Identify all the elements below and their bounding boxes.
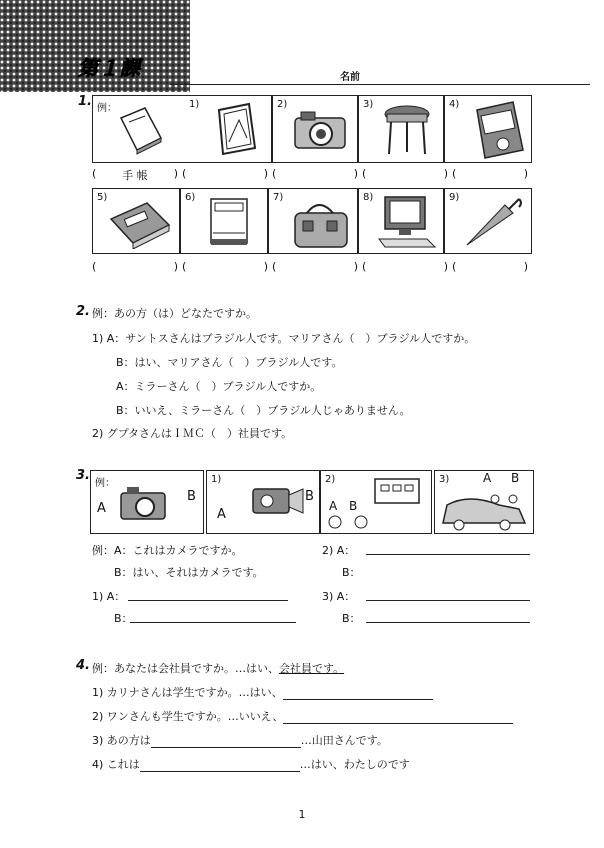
- answer-bracket-example: ( 手 帳 ): [92, 167, 178, 182]
- s4-q4-blank[interactable]: [140, 759, 300, 772]
- scene-box-2: [320, 470, 432, 534]
- notebook-icon: [115, 104, 165, 156]
- s4-q1-text: 1) カリナさんは学生ですか。…はい、: [92, 686, 283, 699]
- scene-example-a: A: [97, 501, 106, 516]
- scene-2-a: A: [329, 499, 338, 513]
- scene-example-b: B: [187, 489, 196, 504]
- item-6-label: 6): [185, 192, 196, 203]
- vocab-box-5: [92, 188, 180, 254]
- answer-bracket-1[interactable]: ( ): [182, 167, 268, 180]
- scene-2-b: B: [349, 499, 358, 513]
- item-5-label: 5): [97, 192, 108, 203]
- vocab-box-7: [268, 188, 358, 254]
- scene-box-example: [90, 470, 204, 534]
- answer-bracket-4[interactable]: ( ): [452, 167, 528, 180]
- s3-q1-b-blank[interactable]: [130, 610, 300, 623]
- s4-example-question: 例：あなたは会社員ですか。…はい、: [92, 662, 279, 675]
- scene-1-label: 1): [211, 474, 222, 485]
- camera-icon: [115, 479, 175, 525]
- vocab-box-6: [180, 188, 268, 254]
- example-label: 例：: [97, 103, 117, 114]
- car-icon: [439, 487, 529, 531]
- header-rule: [170, 84, 590, 85]
- section-2-line-3: A：ミラーさん（ ）ブラジル人ですか。: [116, 380, 322, 393]
- answer-bracket-2[interactable]: ( ): [272, 167, 358, 180]
- chair-icon: [379, 102, 435, 158]
- item-9-label: 9): [449, 192, 460, 203]
- answer-row-2: [92, 260, 532, 273]
- section-4-number: 4.: [76, 658, 90, 673]
- s4-q1-blank[interactable]: [283, 687, 433, 700]
- section-3-number: 3.: [76, 468, 90, 483]
- s4-q3-answer: …山田さんです。: [300, 734, 388, 747]
- answer-bracket-8[interactable]: ( ): [362, 260, 448, 273]
- s4-q1: [92, 684, 433, 700]
- camera-icon: [291, 106, 351, 154]
- dictionary-icon: [107, 199, 173, 249]
- s3-q2-b-label: B：: [342, 566, 361, 579]
- section-1-number: 1.: [78, 94, 92, 109]
- s3-example-b: B：はい、それはカメラです。: [114, 566, 264, 579]
- s3-q1-b-label: B：: [114, 612, 133, 625]
- answer-bracket-3[interactable]: ( ): [362, 167, 448, 180]
- vocab-box-example-and-1: [92, 95, 272, 163]
- magazine-icon: [471, 100, 527, 160]
- answer-bracket-9[interactable]: ( ): [452, 260, 528, 273]
- s3-q2-a-label: 2) A：: [322, 544, 356, 557]
- s4-q2-blank[interactable]: [283, 711, 513, 724]
- vocab-box-3: [358, 95, 444, 163]
- answer-bracket-7[interactable]: ( ): [272, 260, 358, 273]
- scene-box-3: [434, 470, 534, 534]
- scene-2-label: 2): [325, 474, 336, 485]
- s4-q4: [92, 756, 410, 772]
- scene-3-label: 3): [439, 474, 450, 485]
- section-2-line-1: 1) A：サントスさんはブラジル人です。マリアさん（ ）ブラジル人ですか。: [92, 332, 476, 345]
- scene-3-a: A: [483, 471, 492, 485]
- answer-bracket-6[interactable]: ( ): [182, 260, 268, 273]
- item-1-label: 1): [189, 99, 200, 110]
- s3-q2-a-blank[interactable]: [366, 542, 530, 555]
- item-4-label: 4): [449, 99, 460, 110]
- s4-example-answer: 会社員です。: [279, 662, 345, 675]
- photo-frame-icon: [213, 102, 261, 156]
- s3-q1-a-blank[interactable]: [128, 588, 298, 601]
- item-3-label: 3): [363, 99, 374, 110]
- s4-q3-blank[interactable]: [151, 735, 301, 748]
- s4-q4-text: 4) これは: [92, 758, 140, 771]
- example-answer: 手 帳: [122, 169, 148, 182]
- section-2-number: 2.: [76, 304, 90, 319]
- section-2-line-2: B：はい、マリアさん（ ）ブラジル人です。: [116, 356, 343, 369]
- lesson-title: 第１課: [78, 56, 141, 80]
- notebook-icon: [205, 195, 255, 249]
- building-icon: [371, 475, 425, 505]
- s3-q3-b-label: B：: [342, 612, 361, 625]
- section-2-example: 例：あの方（は）どなたですか。: [92, 307, 257, 320]
- scene-box-1: [206, 470, 320, 534]
- s4-q3: [92, 732, 388, 748]
- s3-q1-a-label: 1) A：: [92, 590, 126, 603]
- scene-1-a: A: [217, 507, 226, 522]
- scene-example-label: 例：: [95, 478, 115, 489]
- s4-q3-text: 3) あの方は: [92, 734, 151, 747]
- section-2-line-4: B：いいえ、ミラーさん（ ）ブラジル人じゃありません。: [116, 404, 411, 417]
- answer-bracket-5[interactable]: ( ): [92, 260, 178, 273]
- vocab-box-9: [444, 188, 532, 254]
- answer-row-1: [92, 167, 532, 183]
- s3-example-a: 例：A：これはカメラですか。: [92, 544, 243, 557]
- s4-q4-answer: …はい、わたしのです: [299, 758, 410, 771]
- s4-q2: [92, 708, 513, 724]
- scene-3-b: B: [511, 471, 520, 485]
- name-label: 名前: [340, 72, 360, 83]
- umbrella-icon: [459, 195, 525, 249]
- section-2-line-5: 2) グプタさんはＩＭＣ（ ）社員です。: [92, 427, 293, 440]
- vocab-box-8: [358, 188, 444, 254]
- s3-q3-a-label: 3) A：: [322, 590, 356, 603]
- scene-1-b: B: [305, 489, 314, 504]
- people-icon: [325, 513, 385, 531]
- vocab-box-4: [444, 95, 532, 163]
- s3-q2-b-blank[interactable]: [366, 564, 530, 577]
- s4-example: [92, 660, 344, 676]
- s3-q3-a-blank[interactable]: [366, 588, 530, 601]
- bag-icon: [289, 195, 353, 251]
- vocab-box-2: [272, 95, 358, 163]
- page-number: 1: [298, 808, 306, 821]
- item-8-label: 8): [363, 192, 374, 203]
- video-camera-icon: [247, 477, 307, 523]
- s3-q3-b-blank[interactable]: [366, 610, 530, 623]
- item-7-label: 7): [273, 192, 284, 203]
- computer-icon: [375, 193, 441, 249]
- s4-q2-text: 2) ワンさんも学生ですか。…いいえ、: [92, 710, 284, 723]
- item-2-label: 2): [277, 99, 288, 110]
